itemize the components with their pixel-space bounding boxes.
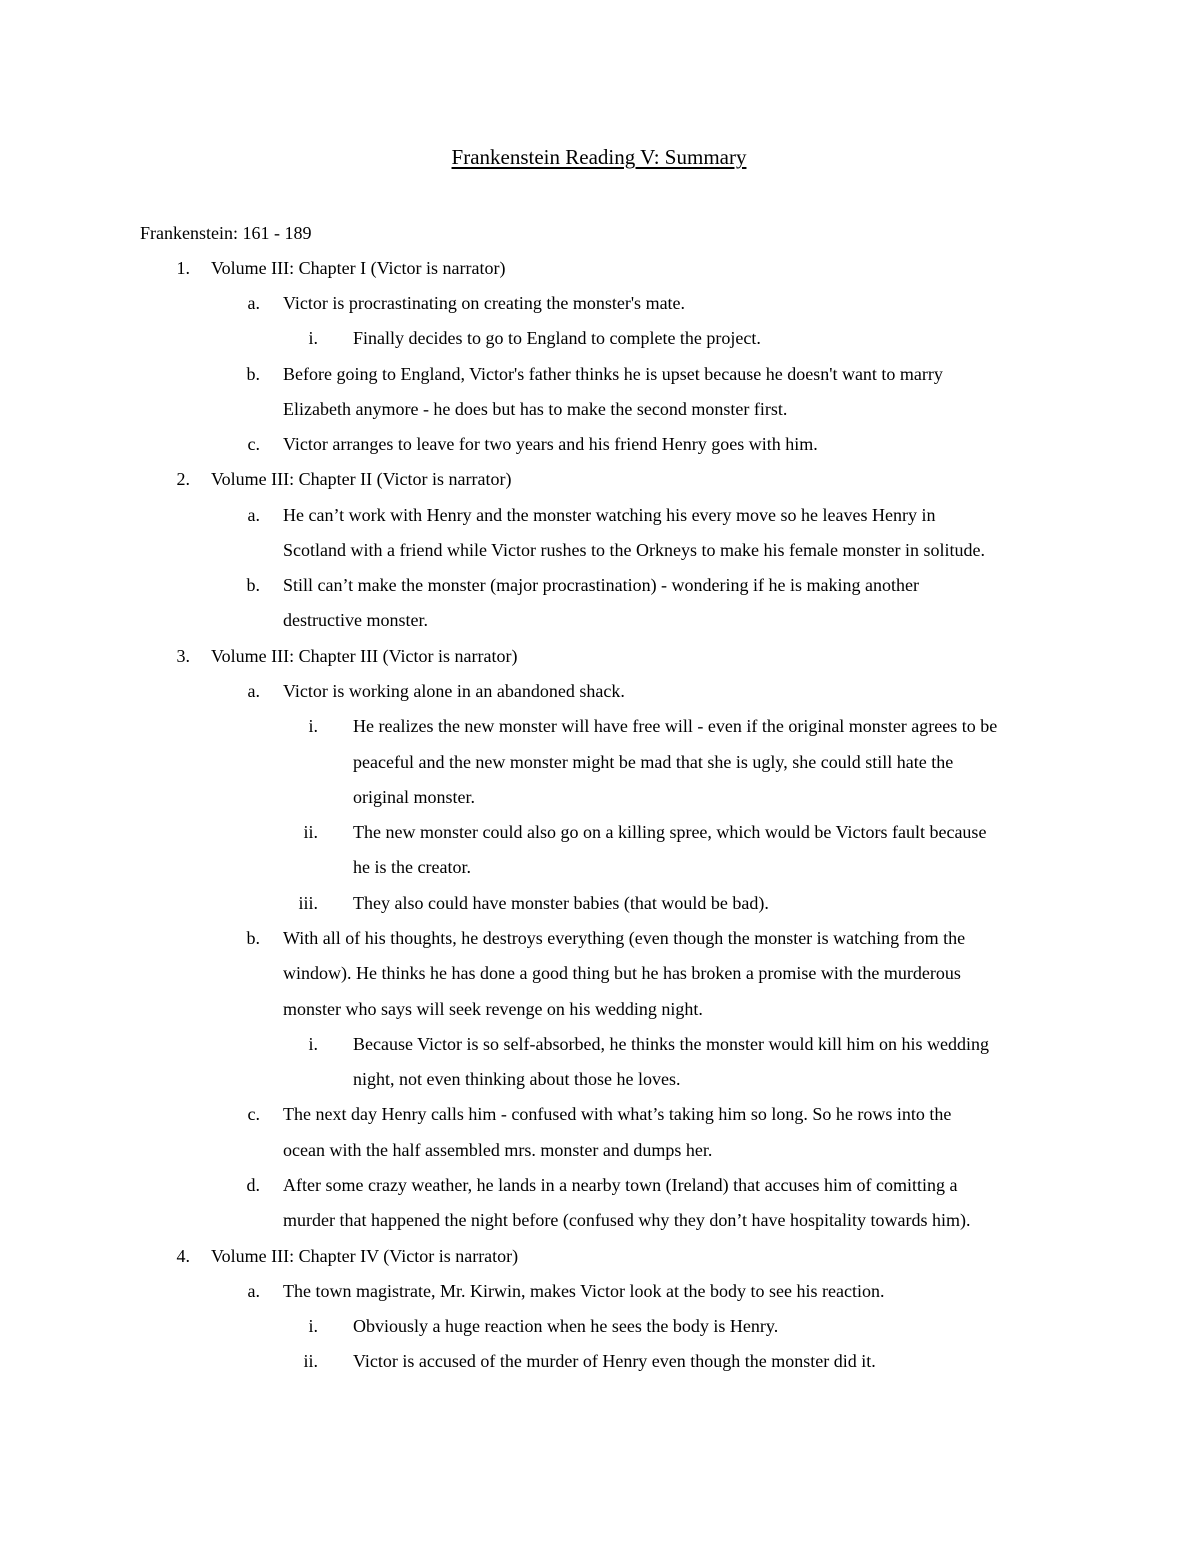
list-letter: b. bbox=[246, 364, 260, 384]
list-roman: i. bbox=[308, 328, 318, 348]
list-letter: a. bbox=[247, 505, 260, 525]
list-item: Victor is procrastinating on creating the monster's mate. bbox=[283, 293, 686, 313]
list-letter: c. bbox=[247, 1104, 260, 1124]
list-item: Finally decides to go to England to complete the project. bbox=[353, 328, 761, 348]
list-letter: b. bbox=[246, 575, 260, 595]
list-item-continuation: peaceful and the new monster might be mad that she is ugly, she could still hate the bbox=[353, 752, 954, 772]
list-roman: i. bbox=[308, 716, 318, 736]
list-number: 1. bbox=[176, 258, 190, 278]
list-letter: a. bbox=[247, 293, 260, 313]
list-item: He can’t work with Henry and the monster watching his every move so he leaves Henry in bbox=[283, 505, 936, 525]
list-item-continuation: night, not even thinking about those he loves. bbox=[353, 1069, 681, 1089]
list-roman: ii. bbox=[303, 1351, 318, 1371]
list-letter: d. bbox=[246, 1175, 260, 1195]
list-roman: iii. bbox=[298, 893, 318, 913]
list-item-heading: Volume III: Chapter III (Victor is narrator) bbox=[211, 646, 518, 666]
list-item-continuation: ocean with the half assembled mrs. monster and dumps her. bbox=[283, 1140, 713, 1160]
list-number: 4. bbox=[176, 1246, 190, 1266]
list-roman: i. bbox=[308, 1034, 318, 1054]
list-roman: ii. bbox=[303, 822, 318, 842]
list-item: After some crazy weather, he lands in a nearby town (Ireland) that accuses him of comitting a bbox=[283, 1175, 958, 1195]
page-range: Frankenstein: 161 - 189 bbox=[140, 223, 312, 243]
document-title: Frankenstein Reading V: Summary bbox=[451, 145, 747, 169]
list-item: Because Victor is so self-absorbed, he thinks the monster would kill him on his wedding bbox=[353, 1034, 989, 1054]
list-letter: c. bbox=[247, 434, 260, 454]
list-item-heading: Volume III: Chapter I (Victor is narrator) bbox=[211, 258, 506, 278]
list-item-continuation: murder that happened the night before (confused why they don’t have hospitality towards him). bbox=[283, 1210, 971, 1230]
list-item-continuation: monster who says will seek revenge on his wedding night. bbox=[283, 999, 703, 1019]
list-item-heading: Volume III: Chapter II (Victor is narrator) bbox=[211, 469, 512, 489]
list-item: Victor is working alone in an abandoned shack. bbox=[283, 681, 625, 701]
list-letter: a. bbox=[247, 1281, 260, 1301]
list-item-heading: Volume III: Chapter IV (Victor is narrator) bbox=[211, 1246, 519, 1266]
list-roman: i. bbox=[308, 1316, 318, 1336]
list-item: Victor arranges to leave for two years and his friend Henry goes with him. bbox=[283, 434, 818, 454]
list-item-continuation: Elizabeth anymore - he does but has to make the second monster first. bbox=[283, 399, 788, 419]
list-item: Before going to England, Victor's father thinks he is upset because he doesn't want to marry bbox=[283, 364, 943, 384]
list-item: With all of his thoughts, he destroys everything (even though the monster is watching from the bbox=[283, 928, 966, 948]
list-item: The new monster could also go on a killing spree, which would be Victors fault because bbox=[353, 822, 987, 842]
list-item-continuation: window). He thinks he has done a good thing but he has broken a promise with the murderous bbox=[283, 963, 961, 983]
list-item: They also could have monster babies (that would be bad). bbox=[353, 893, 769, 913]
list-item: Obviously a huge reaction when he sees the body is Henry. bbox=[353, 1316, 779, 1336]
list-item-continuation: he is the creator. bbox=[353, 857, 471, 877]
list-item: The next day Henry calls him - confused with what’s taking him so long. So he rows into the bbox=[283, 1104, 952, 1124]
list-number: 2. bbox=[176, 469, 190, 489]
list-item: He realizes the new monster will have free will - even if the original monster agrees to be bbox=[353, 716, 998, 736]
list-item: Victor is accused of the murder of Henry even though the monster did it. bbox=[353, 1351, 876, 1371]
list-letter: a. bbox=[247, 681, 260, 701]
list-item: The town magistrate, Mr. Kirwin, makes Victor look at the body to see his reaction. bbox=[283, 1281, 885, 1301]
list-number: 3. bbox=[176, 646, 190, 666]
list-item-continuation: Scotland with a friend while Victor rushes to the Orkneys to make his female monster in solitude. bbox=[283, 540, 985, 560]
list-item: Still can’t make the monster (major procrastination) - wondering if he is making another bbox=[283, 575, 919, 595]
list-letter: b. bbox=[246, 928, 260, 948]
list-item-continuation: destructive monster. bbox=[283, 610, 428, 630]
list-item-continuation: original monster. bbox=[353, 787, 475, 807]
